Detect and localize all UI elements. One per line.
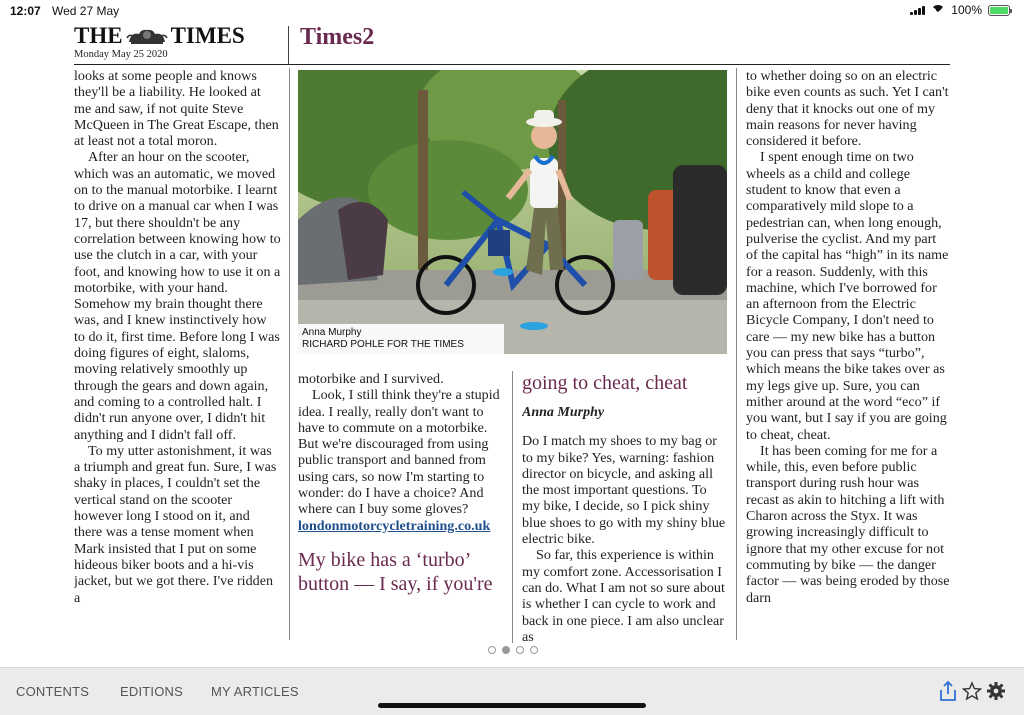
masthead	[74, 24, 245, 60]
logo-text-right: TIMES	[170, 23, 245, 48]
paragraph: After an hour on the scooter, which was an automatic, we moved on to the manual motorbike. I learnt to drive on a manual car when I was 17, but there shouldn't be any correlation between knowing how to use the clutch in a car, with your foot, and knowing how to use it on a motorbike, with your hand. Somehow my brain thought there was, and I knew instinctively how to do it, first time. Before long I was doing figures of eight, slaloms, moving relatively smoothly up through the gears and down again, and coming to a controlled halt. I didn't run anyone over, I didn't hit anything and I didn't fall off.	[74, 149, 281, 443]
status-time: 12:07	[10, 4, 41, 18]
column-rule	[512, 371, 513, 643]
crest-icon	[125, 26, 169, 46]
home-indicator[interactable]	[378, 703, 646, 708]
battery-icon	[988, 5, 1010, 16]
signal-icon	[910, 5, 925, 15]
page-dot[interactable]	[516, 646, 524, 654]
battery-percent: 100%	[951, 3, 982, 17]
paragraph: Look, I still think they're a stupid idea. I really, really don't want to have to commute on a motorbike. But we're discouraged from using public transport and banned from using cars, so now I'm starting to wonder: do I have a choice? And where can I buy some gloves?	[298, 387, 500, 518]
article-column-3	[522, 371, 728, 643]
masthead-rule	[74, 64, 950, 65]
article-column-2	[298, 371, 504, 643]
article-column-4	[746, 68, 950, 640]
tab-contents[interactable]: CONTENTS	[16, 684, 90, 699]
page-dot-active[interactable]	[502, 646, 510, 654]
status-date: Wed 27 May	[52, 4, 120, 18]
external-link[interactable]: londonmotorcycletraining.co.uk	[298, 517, 491, 534]
caption-name: Anna Murphy	[302, 327, 362, 338]
tab-my-articles[interactable]: MY ARTICLES	[211, 684, 299, 699]
toolbar-actions	[938, 680, 1006, 702]
page-dot[interactable]	[488, 646, 496, 654]
page-indicator	[488, 646, 538, 654]
article-column-1	[74, 68, 281, 640]
gear-icon[interactable]	[986, 680, 1006, 702]
wifi-icon	[931, 5, 945, 15]
tab-editions[interactable]: EDITIONS	[120, 684, 183, 699]
article-photo[interactable]	[298, 70, 727, 354]
masthead-divider	[288, 26, 289, 64]
star-icon[interactable]	[962, 680, 982, 702]
paragraph: motorbike and I survived.	[298, 371, 444, 387]
times-logo	[74, 24, 245, 47]
paragraph: looks at some people and knows they'll be a liability. He looked at me and saw, if not quite Steve McQueen in The Great Escape, then at least not a total moron.	[74, 68, 279, 150]
column-rule	[289, 68, 290, 640]
caption-credit: RICHARD POHLE FOR THE TIMES	[302, 339, 464, 350]
paragraph: to whether doing so on an electric bike even counts as such. Yet I can't deny that it knocks out one of my main reasons for never having considered it before.	[746, 68, 949, 150]
column-rule	[736, 68, 737, 640]
status-indicators	[910, 3, 1010, 17]
status-bar	[0, 0, 1024, 20]
paragraph: It has been coming for me for a while, this, even before public transport during rush hour was recast as akin to hitching a lift with Charon across the Styx. It was growing increasingly difficult to ignore that my other excuse for not commuting by bike — the danger factor — was being eroded by those darn	[746, 442, 950, 606]
logo-text-left: THE	[74, 23, 123, 48]
photo-caption	[298, 324, 504, 354]
article-headline: My bike has a ‘turbo’ button — I say, if you're	[298, 548, 493, 595]
paragraph: To my utter astonishment, it was a triumph and great fun. Sure, I was shaky in places, I couldn't set the vertical stand on the scooter however long I stood on it, and there was a tense moment when Mark insisted that I put on some hideous biker boots and a hi-vis jacket, but we got there. I've ridden a	[74, 442, 277, 606]
section-title: Times2	[300, 24, 375, 50]
paragraph: Do I match my shoes to my bag or to my bike? Yes, warning: fashion director on bicycle, and asking all the most important questions. To my bike, I decide, so I pick shiny blue shoes to go with my shiny blue electric bike.	[522, 433, 726, 548]
page-dot[interactable]	[530, 646, 538, 654]
byline: Anna Murphy	[522, 405, 605, 420]
paragraph: I spent enough time on two wheels as a child and college student to know that even a comparatively mild slope to a pedestrian can, when long enough, pulverise the cyclist. And my part of the capital has “high” in its name for a reason. Suddenly, with this machine, which I've borrowed for an afternoon from the Electric Bicycle Company, I don't need to care — my new bike has a button you can press that says “turbo”, which means the bike takes over as my legs give up. Sure, you can mither around at the word “eco” if you want, but I say if you are going to cheat, cheat.	[746, 149, 949, 443]
issue-date: Monday May 25 2020	[74, 49, 168, 60]
article-headline-continued: going to cheat, cheat	[522, 372, 688, 394]
share-icon[interactable]	[938, 680, 958, 702]
paragraph: So far, this experience is within my comfort zone. Accessorisation I can do. What I am not so sure about is whether I can cycle to work and back in one piece. I am also unclear as	[522, 547, 725, 643]
